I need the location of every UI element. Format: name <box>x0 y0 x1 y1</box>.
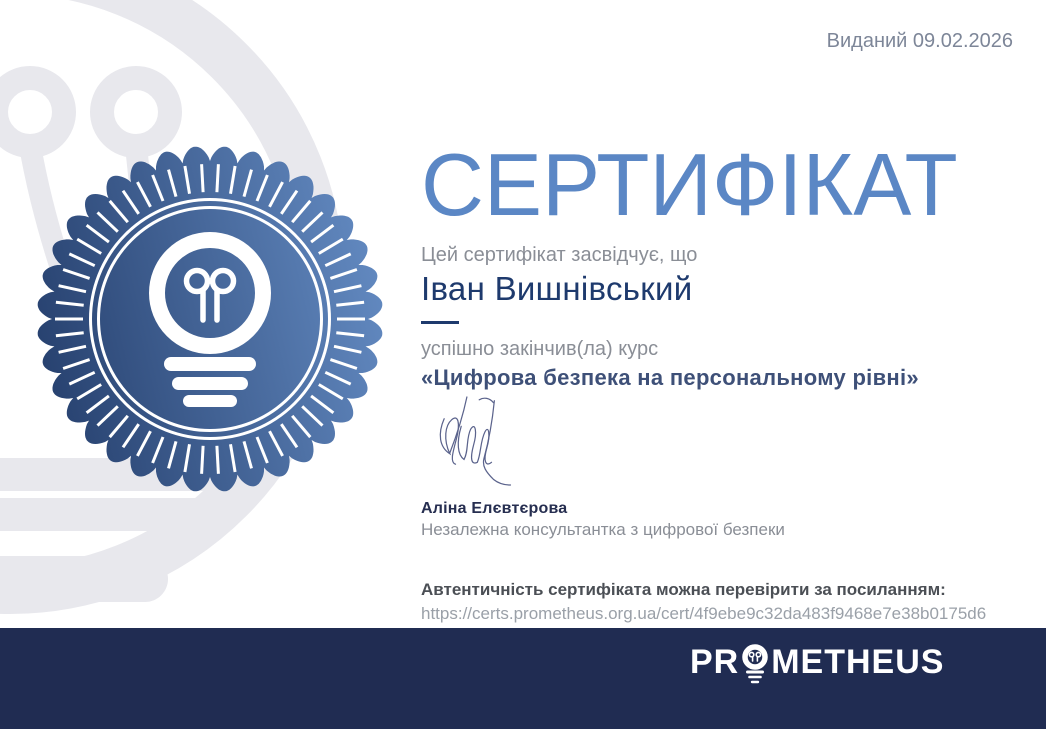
completion-text: успішно закінчив(ла) курс <box>421 337 659 360</box>
verification-block <box>421 580 1021 624</box>
recipient-name: Іван Вишнівський <box>421 269 693 307</box>
certificate-body <box>421 135 1021 624</box>
certifies-statement: Цей сертифікат засвідчує, що <box>421 243 698 266</box>
prometheus-logo <box>690 643 945 690</box>
signer-name: Аліна Елєвтєрова <box>421 499 568 517</box>
issue-date: Виданий 09.02.2026 <box>826 30 1013 52</box>
footer-band <box>0 628 1046 729</box>
brand-text-post: METHEUS <box>771 643 945 681</box>
lightbulb-seal-icon <box>36 145 384 493</box>
brand-text-pre: PR <box>690 643 740 681</box>
verification-url: https://certs.prometheus.org.ua/cert/4f9ebe9c32da483f9468e7e38b0175d6 <box>421 603 987 623</box>
signer-role: Незалежна консультантка з цифрової безпеки <box>421 519 785 539</box>
lightbulb-o-icon <box>740 644 770 690</box>
divider <box>421 321 459 324</box>
verification-heading: Автентичність сертифіката можна перевірити за посиланням: <box>421 579 946 599</box>
certificate-title: СЕРТИФІКАТ <box>421 135 958 234</box>
course-title: «Цифрова безпека на персональному рівні» <box>421 364 919 390</box>
handwritten-signature <box>435 396 531 486</box>
